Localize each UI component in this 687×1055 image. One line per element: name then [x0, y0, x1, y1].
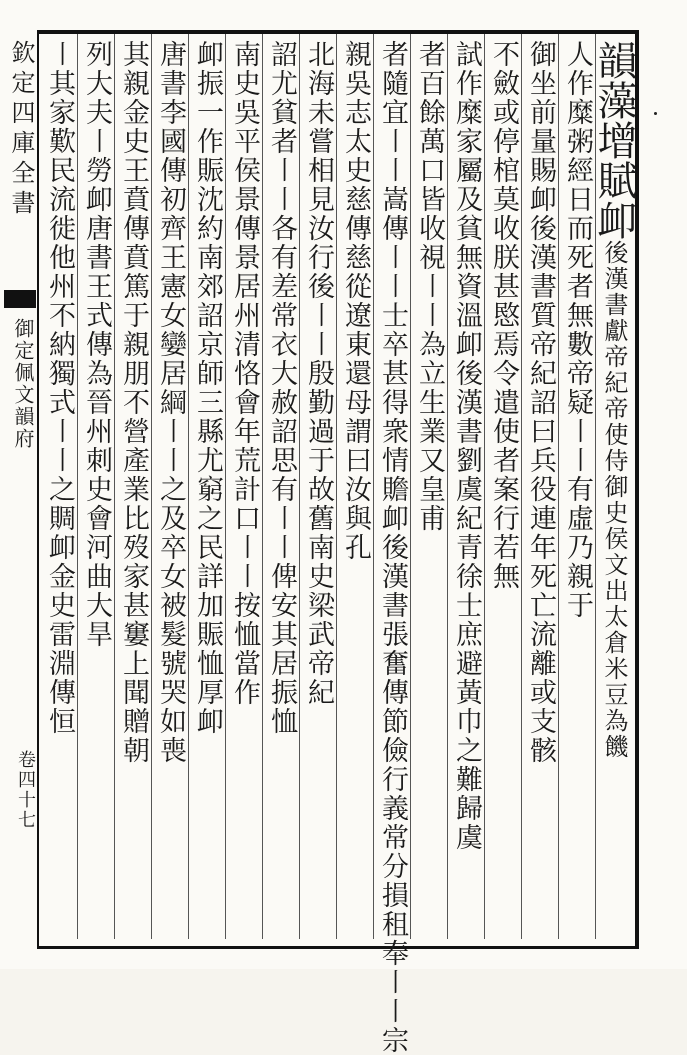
text-column	[338, 40, 371, 930]
column-rule	[225, 34, 226, 939]
column-text: 其親金史王賁傳賁篤于親朋不營產業比歿家甚窶上聞贈朝	[118, 40, 149, 765]
column-rule	[77, 34, 78, 939]
column-text: 不斂或停棺莫收朕甚愍焉令遣使者案行若無	[488, 40, 519, 591]
text-column	[412, 40, 445, 930]
text-column	[79, 40, 112, 930]
column-text: 北海未嘗相見汝行後〡〡殷勤過于故舊南史梁武帝紀	[303, 40, 334, 707]
text-column	[190, 40, 223, 930]
column-heading: 韻藻增賦卹	[591, 40, 637, 240]
column-text: 人作糜粥經日而死者無數帝疑〡〡有虛乃親于	[562, 40, 593, 620]
ink-speck	[654, 112, 657, 115]
column-rule	[336, 34, 337, 939]
fishtail-mark	[4, 290, 36, 308]
text-column	[153, 40, 186, 930]
column-text: 詔尤貧者〡〡各有差常衣大赦詔思有〡〡俾安其居振恤	[266, 40, 297, 736]
column-rule	[521, 34, 522, 939]
text-column	[449, 40, 482, 930]
text-column	[227, 40, 260, 930]
column-rule	[373, 34, 374, 939]
text-column	[116, 40, 149, 930]
column-rule	[262, 34, 263, 939]
text-column	[560, 40, 593, 930]
column-text: 唐書李國傳初齊王憲女孌居綱〡〡之及卒女被髮號哭如喪	[155, 40, 186, 765]
column-text: 試作糜家屬及貧無資溫卹後漢書劉虞紀青徐士庶避黃巾之難歸虞	[451, 40, 482, 852]
text-column	[486, 40, 519, 930]
banxin-book-title: 欽定四庫全書	[7, 40, 35, 220]
column-rule	[447, 34, 448, 939]
column-text: 卹振一作賑沈約南郊詔京師三縣尤窮之民詳加賑恤厚卹	[192, 40, 223, 736]
column-rule	[410, 34, 411, 939]
column-text: 南史吳平侯景傳景居州清恪會年荒計口〡〡按恤當作	[229, 40, 260, 707]
text-column	[591, 40, 637, 930]
text-column	[301, 40, 334, 930]
column-text: 後漢書獻帝紀帝使侍御史侯文出太倉米豆為饑	[600, 240, 628, 760]
column-text: 者隨宜〡〡嵩傳〡〡士卒甚得衆情贍卹後漢書張奮傳節儉行義常分損租奉〡〡宗	[377, 40, 408, 1055]
column-rule	[299, 34, 300, 939]
column-text: 〡其家歎民流徙他州不納獨式〡〡之賙卹金史雷淵傳恒	[44, 40, 75, 736]
text-column	[264, 40, 297, 930]
column-rule	[151, 34, 152, 939]
column-rule	[188, 34, 189, 939]
column-text: 親吳志太史慈傳慈從遼東還母謂曰汝與孔	[340, 40, 371, 562]
column-rule	[558, 34, 559, 939]
text-column	[523, 40, 556, 930]
banxin-page-number: 卷四十七	[15, 750, 36, 830]
column-text: 者百餘萬口皆收視〡〡為立生業又皇甫	[414, 40, 445, 533]
column-rule	[114, 34, 115, 939]
banxin-work-title: 御定佩文韻府	[11, 318, 35, 450]
column-text: 列大夫〡勞卹唐書王式傳為晉州刺史會河曲大旱	[81, 40, 112, 649]
text-column	[375, 40, 408, 1055]
column-rule	[484, 34, 485, 939]
text-column	[42, 40, 75, 930]
column-text: 御坐前量賜卹後漢書質帝紀詔曰兵役連年死亡流離或支骸	[525, 40, 556, 765]
